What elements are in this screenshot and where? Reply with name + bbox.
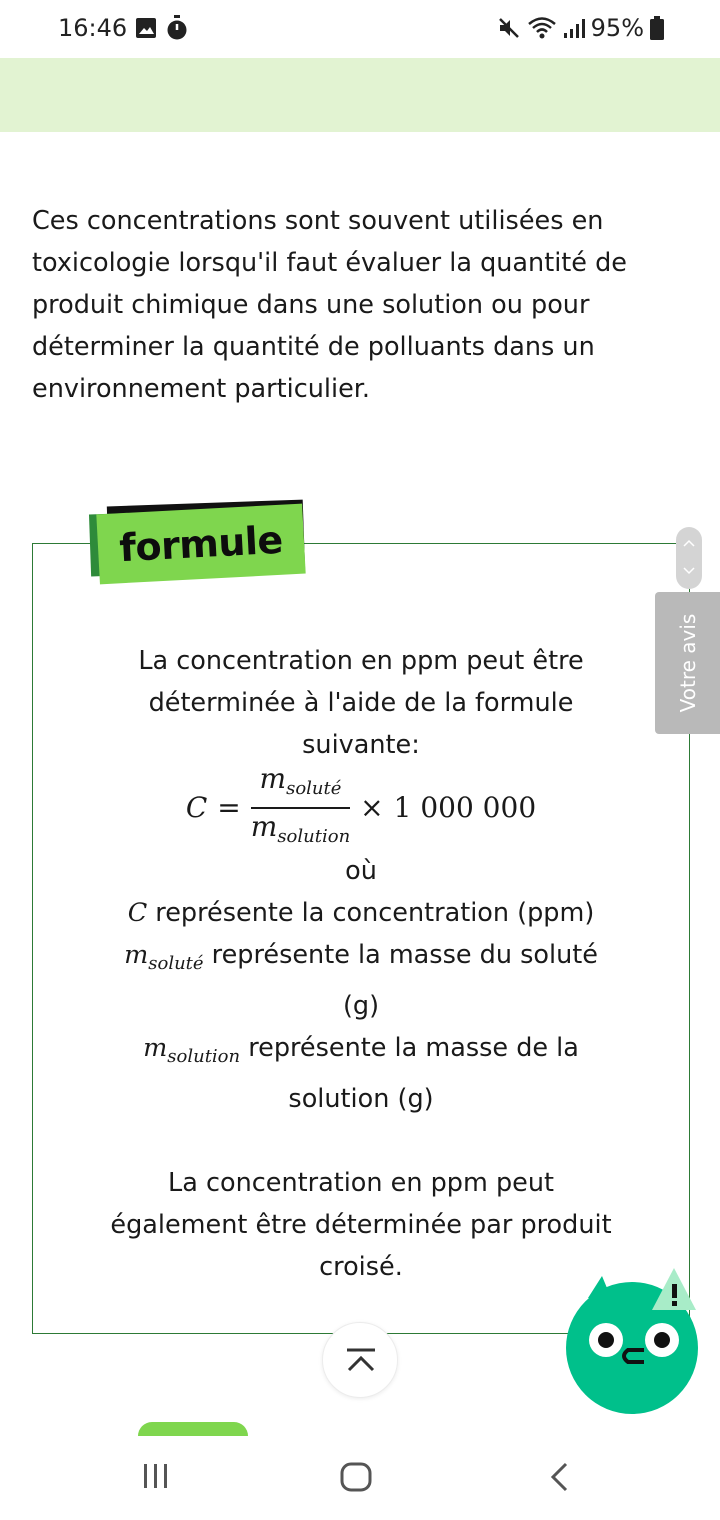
def-m2-sub: solution [167,1046,241,1067]
eq-num-var: m [259,762,287,796]
formula-intro-line-1: La concentration en ppm peut être [138,646,584,676]
chevron-up-icon [683,539,695,547]
status-time: 16:46 [58,14,128,42]
battery-icon [650,16,664,40]
eq-den-var: m [250,809,278,843]
battery-percent: 95% [590,14,644,42]
header-band [0,58,720,132]
green-decoration [138,1422,248,1436]
chevron-down-icon [683,567,695,575]
def-m2-var: m [143,1033,168,1063]
eq-denominator [251,809,350,855]
feedback-label: Votre avis [675,613,700,713]
closing-line-2: également être déterminée par produit [110,1210,612,1240]
wifi-icon [527,16,557,40]
formula-where: où [345,856,377,886]
system-nav-bar [0,1436,720,1520]
eq-factor: 1 000 000 [393,791,537,824]
closing-line-1: La concentration en ppm peut [168,1168,554,1198]
eq-numerator [260,761,342,807]
status-bar [0,0,720,58]
def-mass-solution [32,1027,690,1078]
mascot-pupil-right [654,1332,670,1348]
feedback-tab[interactable] [655,592,720,734]
def-m2-text: représente la masse de la [240,1033,579,1063]
formula-tag [88,503,308,589]
formula-intro-line-3: suivante: [302,730,420,760]
def-mass-solute-unit: (g) [342,991,380,1021]
def-concentration [32,892,690,934]
eq-times: × [360,791,384,824]
back-icon[interactable] [548,1462,570,1492]
def-m1-text: représente la masse du soluté [203,940,598,970]
eq-num-sub: soluté [286,778,342,800]
formula-content [32,640,690,1288]
warning-dot [672,1301,677,1306]
warning-mark [672,1284,677,1298]
def-mass-solute [32,934,690,985]
formula-intro-line-2: déterminée à l'aide de la formule [148,688,574,718]
formula-equation [32,762,690,850]
def-mass-solution-unit: solution (g) [288,1084,434,1114]
def-c-text: représente la concentration (ppm) [147,898,595,928]
home-icon[interactable] [340,1462,372,1492]
closing-line-3: croisé. [319,1252,403,1282]
def-c-var: C [127,898,148,928]
timer-icon [166,15,188,41]
mute-icon [497,16,521,40]
spacer [32,1120,690,1162]
mascot-pupil-left [598,1332,614,1348]
tag-label: formule [118,517,284,571]
eq-fraction [251,761,350,855]
eq-den-sub: solution [277,825,351,847]
eq-lhs: C [185,791,208,824]
chevron-up-double-icon [345,1348,377,1372]
intro-paragraph: Ces concentrations sont souvent utilisées en toxicologie lorsqu'il faut évaluer la quantité de produit chimique dans une solution ou pour déterminer la quantité de polluants dans un environnement particulier. [32,206,627,404]
def-m1-sub: soluté [148,953,204,974]
status-right [497,14,664,42]
eq-equals: = [217,791,241,824]
feedback-drag-handle[interactable] [676,527,702,589]
image-icon [135,17,157,39]
def-m1-var: m [124,940,149,970]
mascot-assistant-button[interactable] [562,1268,704,1418]
tag-label-bg [96,504,305,585]
recent-apps-icon[interactable] [142,1462,170,1490]
back-to-top-button[interactable] [322,1322,398,1398]
signal-icon [563,17,585,39]
